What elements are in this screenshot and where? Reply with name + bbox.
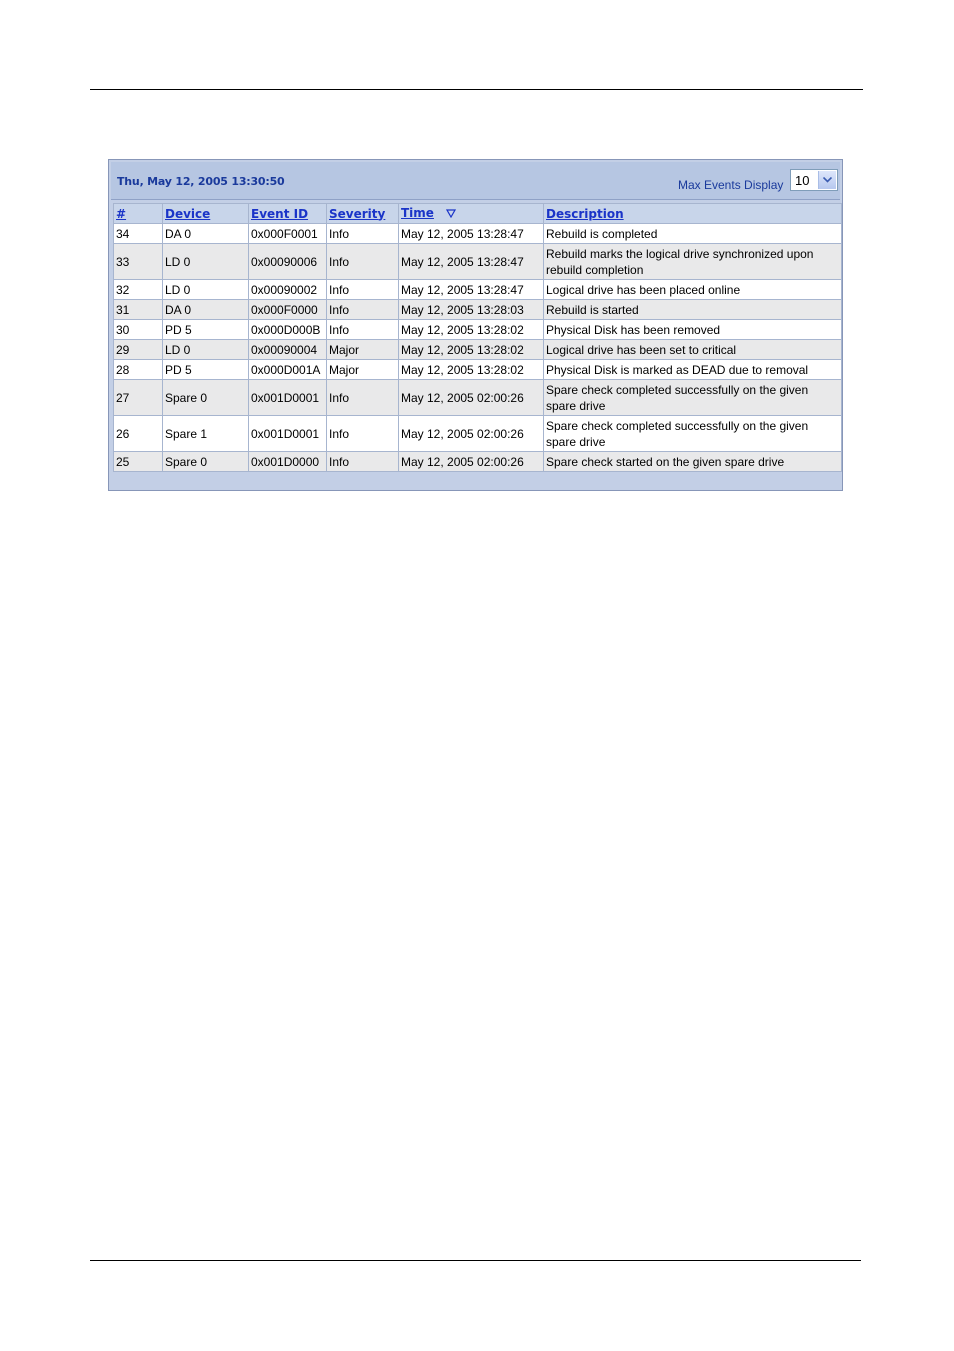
table-row[interactable] xyxy=(114,416,842,452)
cell-num: 31 xyxy=(114,300,163,320)
cell-time: May 12, 2005 13:28:47 xyxy=(399,280,544,300)
cell-time: May 12, 2005 13:28:02 xyxy=(399,340,544,360)
cell-time: May 12, 2005 02:00:26 xyxy=(399,416,544,452)
cell-severity: Info xyxy=(327,280,399,300)
table-row[interactable] xyxy=(114,320,842,340)
cell-num: 25 xyxy=(114,452,163,472)
header-description[interactable]: Description xyxy=(544,204,842,224)
table-row[interactable] xyxy=(114,280,842,300)
table-row[interactable] xyxy=(114,224,842,244)
cell-num: 26 xyxy=(114,416,163,452)
table-row[interactable] xyxy=(114,452,842,472)
cell-time: May 12, 2005 13:28:02 xyxy=(399,320,544,340)
max-events-select[interactable] xyxy=(790,169,838,191)
cell-device: Spare 0 xyxy=(163,380,249,416)
cell-event-id: 0x00090002 xyxy=(249,280,327,300)
cell-device: PD 5 xyxy=(163,360,249,380)
event-log-panel xyxy=(108,159,843,491)
cell-device: Spare 0 xyxy=(163,452,249,472)
table-row[interactable] xyxy=(114,340,842,360)
cell-description: Physical Disk is marked as DEAD due to removal xyxy=(544,360,842,380)
cell-description: Rebuild marks the logical drive synchronized upon rebuild completion xyxy=(544,244,842,280)
cell-severity: Major xyxy=(327,360,399,380)
cell-device: DA 0 xyxy=(163,224,249,244)
cell-event-id: 0x000D001A xyxy=(249,360,327,380)
cell-num: 32 xyxy=(114,280,163,300)
page-bottom-rule xyxy=(90,1260,861,1261)
cell-severity: Info xyxy=(327,300,399,320)
cell-event-id: 0x00090006 xyxy=(249,244,327,280)
cell-severity: Info xyxy=(327,320,399,340)
cell-num: 28 xyxy=(114,360,163,380)
cell-description: Rebuild is completed xyxy=(544,224,842,244)
cell-description: Rebuild is started xyxy=(544,300,842,320)
panel-date-title: Thu, May 12, 2005 13:30:50 xyxy=(117,175,285,188)
cell-severity: Major xyxy=(327,340,399,360)
event-rows xyxy=(114,224,842,472)
cell-device: LD 0 xyxy=(163,244,249,280)
cell-event-id: 0x000F0000 xyxy=(249,300,327,320)
header-severity[interactable]: Severity xyxy=(327,204,399,224)
cell-event-id: 0x001D0000 xyxy=(249,452,327,472)
cell-device: LD 0 xyxy=(163,340,249,360)
cell-severity: Info xyxy=(327,416,399,452)
cell-device: Spare 1 xyxy=(163,416,249,452)
cell-event-id: 0x00090004 xyxy=(249,340,327,360)
cell-time: May 12, 2005 02:00:26 xyxy=(399,452,544,472)
cell-device: PD 5 xyxy=(163,320,249,340)
cell-description: Logical drive has been set to critical xyxy=(544,340,842,360)
cell-event-id: 0x001D0001 xyxy=(249,416,327,452)
cell-time: May 12, 2005 13:28:47 xyxy=(399,244,544,280)
cell-time: May 12, 2005 13:28:02 xyxy=(399,360,544,380)
table-header-row xyxy=(114,204,842,224)
cell-severity: Info xyxy=(327,452,399,472)
cell-description: Spare check completed successfully on the given spare drive xyxy=(544,380,842,416)
cell-description: Physical Disk has been removed xyxy=(544,320,842,340)
cell-num: 27 xyxy=(114,380,163,416)
cell-num: 29 xyxy=(114,340,163,360)
cell-device: DA 0 xyxy=(163,300,249,320)
cell-time: May 12, 2005 13:28:03 xyxy=(399,300,544,320)
table-row[interactable] xyxy=(114,380,842,416)
cell-severity: Info xyxy=(327,380,399,416)
cell-description: Spare check completed successfully on the given spare drive xyxy=(544,416,842,452)
cell-num: 33 xyxy=(114,244,163,280)
table-row[interactable] xyxy=(114,244,842,280)
cell-severity: Info xyxy=(327,244,399,280)
max-events-value: 10 xyxy=(795,173,810,188)
sort-descending-icon[interactable] xyxy=(446,206,456,222)
chevron-down-icon[interactable] xyxy=(818,171,836,189)
cell-device: LD 0 xyxy=(163,280,249,300)
header-time[interactable]: Time xyxy=(399,204,544,224)
max-events-label: Max Events Display xyxy=(678,178,784,192)
cell-num: 34 xyxy=(114,224,163,244)
cell-description: Spare check started on the given spare drive xyxy=(544,452,842,472)
header-device[interactable]: Device xyxy=(163,204,249,224)
cell-event-id: 0x001D0001 xyxy=(249,380,327,416)
events-table xyxy=(113,203,842,472)
cell-severity: Info xyxy=(327,224,399,244)
table-row[interactable] xyxy=(114,300,842,320)
cell-description: Logical drive has been placed online xyxy=(544,280,842,300)
table-row[interactable] xyxy=(114,360,842,380)
cell-num: 30 xyxy=(114,320,163,340)
cell-time: May 12, 2005 02:00:26 xyxy=(399,380,544,416)
page-top-rule xyxy=(90,89,863,90)
cell-time: May 12, 2005 13:28:47 xyxy=(399,224,544,244)
header-event-id[interactable]: Event ID xyxy=(249,204,327,224)
panel-header xyxy=(111,162,840,200)
cell-event-id: 0x000D000B xyxy=(249,320,327,340)
cell-event-id: 0x000F0001 xyxy=(249,224,327,244)
header-num[interactable]: # xyxy=(114,204,163,224)
